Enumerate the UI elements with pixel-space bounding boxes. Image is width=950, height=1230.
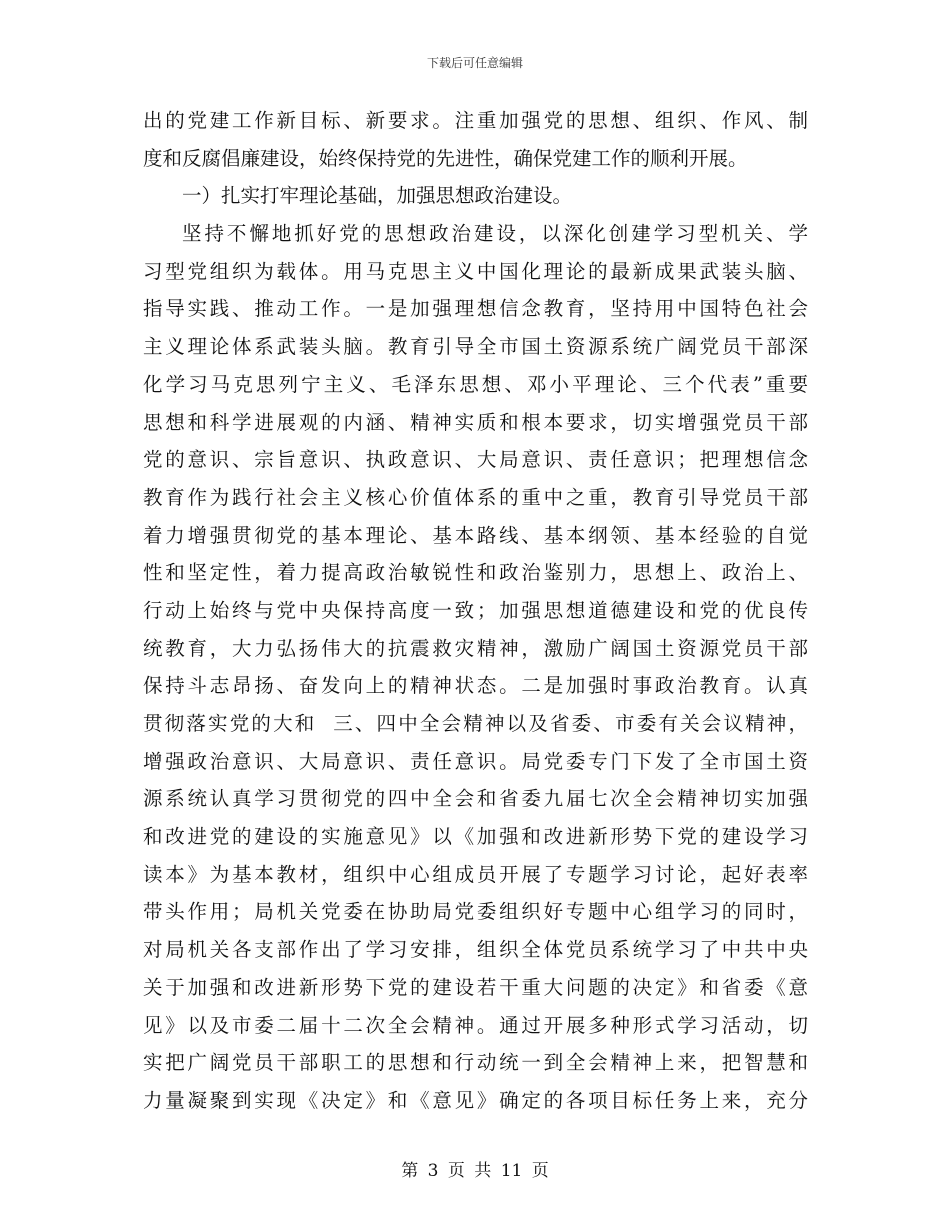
text-line: 和改进党的建设的实施意见》以《加强和改进新形势下党的建设学习 bbox=[143, 825, 808, 849]
text-line: 带头作用；局机关党委在协助局党委组织好专题中心组学习的同时， bbox=[143, 900, 808, 924]
text-line: 源系统认真学习贯彻党的四中全会和省委九届七次全会精神切实加强 bbox=[143, 787, 808, 811]
text-line: 见》以及市委二届十二次全会精神。通过开展多种形式学习活动，切 bbox=[143, 1013, 808, 1037]
document-body bbox=[143, 102, 808, 1120]
text-line: 统教育，大力弘扬伟大的抗震救灾精神，激励广阔国土资源党员干部 bbox=[143, 636, 808, 660]
text-line: 出的党建工作新目标、新要求。注重加强党的思想、组织、作风、制 bbox=[143, 109, 808, 132]
text-line: 读本》为基本教材，组织中心组成员开展了专题学习讨论，起好表率 bbox=[143, 862, 808, 886]
text-line: 着力增强贯彻党的基本理论、基本路线、基本纲领、基本经验的自觉 bbox=[143, 523, 808, 547]
text-line: 对局机关各支部作出了学习安排，组织全体党员系统学习了中共中央 bbox=[143, 938, 808, 962]
text-line: 保持斗志昂扬、奋发向上的精神状态。二是加强时事政治教育。认真 bbox=[143, 674, 808, 698]
text-line: 指导实践、推动工作。一是加强理想信念教育，坚持用中国特色社会 bbox=[143, 297, 808, 321]
text-line: 度和反腐倡廉建设，始终保持党的先进性，确保党建工作的顺利开展。 bbox=[143, 146, 748, 170]
text-line: 坚持不懈地抓好党的思想政治建设，以深化创建学习型机关、学 bbox=[182, 222, 808, 246]
page-header: 下载后可任意编辑 bbox=[426, 56, 523, 70]
text-line: 化学习马克思列宁主义、毛泽东思想、邓小平理论、三个代表”重要 bbox=[143, 372, 808, 396]
text-line: 贯彻落实党的大和 三、四中全会精神以及省委、市委有关会议精神， bbox=[143, 712, 808, 735]
text-line: 习型党组织为载体。用马克思主义中国化理论的最新成果武装头脑、 bbox=[143, 259, 808, 283]
text-line: 行动上始终与党中央保持高度一致；加强思想道德建设和党的优良传 bbox=[143, 598, 808, 622]
text-line: 性和坚定性，着力提高政治敏锐性和政治鉴别力，思想上、政治上、 bbox=[143, 561, 808, 585]
text-line: 思想和科学进展观的内涵、精神实质和根本要求，切实增强党员干部 bbox=[143, 410, 808, 434]
text-line: 实把广阔党员干部职工的思想和行动统一到全会精神上来，把智慧和 bbox=[143, 1051, 808, 1075]
text-line: 教育作为践行社会主义核心价值体系的重中之重，教育引导党员干部 bbox=[143, 485, 808, 509]
page-footer: 第 3 页 共 11 页 bbox=[401, 1161, 549, 1181]
text-line: 党的意识、宗旨意识、执政意识、大局意识、责任意识；把理想信念 bbox=[143, 448, 808, 472]
section-heading: 一）扎实打牢理论基础，加强思想政治建设。 bbox=[182, 184, 573, 208]
text-line: 力量凝聚到实现《决定》和《意见》确定的各项目标任务上来，充分 bbox=[143, 1088, 808, 1112]
text-line: 主义理论体系武装头脑。教育引导全市国土资源系统广阔党员干部深 bbox=[143, 335, 808, 359]
text-line: 关于加强和改进新形势下党的建设若干重大问题的决定》和省委《意 bbox=[143, 975, 808, 999]
text-line: 增强政治意识、大局意识、责任意识。局党委专门下发了全市国土资 bbox=[143, 749, 808, 773]
